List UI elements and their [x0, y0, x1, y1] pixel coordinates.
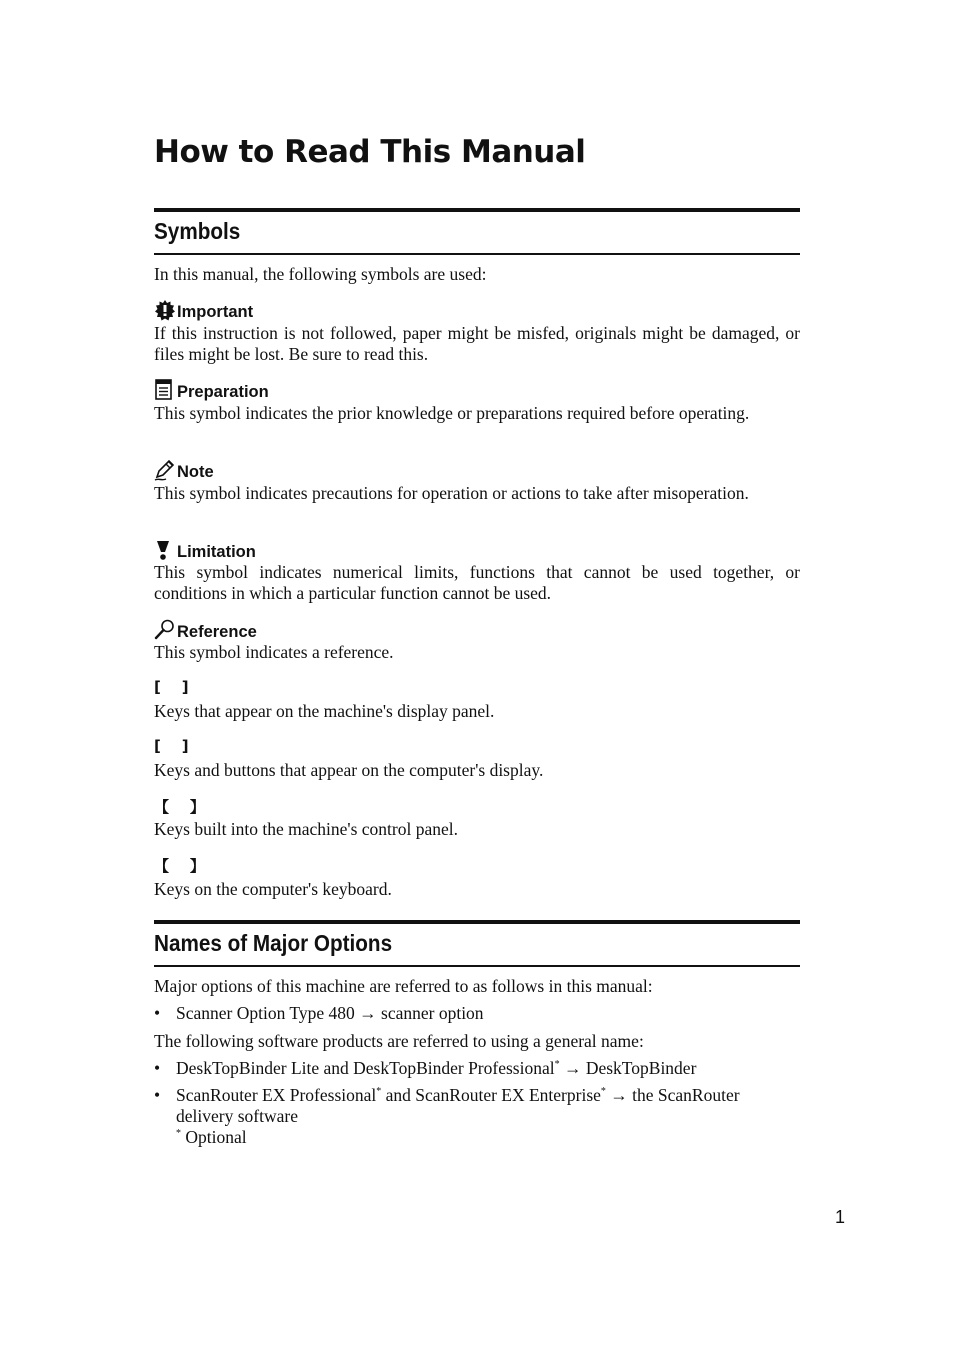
keyboard-key-description: Keys on the computer's keyboard.	[154, 879, 392, 899]
list-item	[154, 1085, 800, 1126]
reference-icon	[154, 618, 176, 642]
note-label-text: Note	[177, 463, 214, 481]
keyboard-key-brackets: 【 】	[154, 857, 205, 875]
software-intro: The following software products are referred to using a general name:	[154, 1031, 644, 1051]
options-heading: Names of Major Options	[154, 930, 393, 956]
scanrouter-item-text-2: and ScanRouter EX Enterprise	[381, 1085, 601, 1105]
symbols-intro: In this manual, the following symbols are used:	[154, 264, 487, 284]
important-label-text: Important	[177, 303, 254, 321]
list-item	[154, 1058, 800, 1079]
list-item	[154, 1003, 800, 1024]
control-panel-key-description: Keys built into the machine's control panel.	[154, 819, 458, 839]
limitation-icon	[154, 538, 176, 562]
bullet-icon: •	[154, 1058, 161, 1078]
reference-label-text: Reference	[177, 623, 257, 641]
footnote-marker: *	[376, 1086, 382, 1097]
computer-display-key-brackets: [ ]	[154, 737, 189, 755]
limitation-description: This symbol indicates numerical limits, functions that cannot be used together, or conditions in which a particular function cannot be used.	[154, 562, 800, 603]
limitation-label	[154, 536, 256, 562]
section-rule-top	[154, 208, 800, 212]
note-description: This symbol indicates precautions for operation or actions to take after misoperation.	[154, 483, 749, 503]
footnote-marker: *	[600, 1086, 606, 1097]
footnote-marker: *	[554, 1059, 560, 1070]
footnote	[154, 1127, 800, 1148]
scanrouter-item-text: ScanRouter EX Professional	[176, 1085, 377, 1105]
desktopbinder-item	[176, 1058, 800, 1079]
scanrouter-item	[176, 1085, 800, 1126]
important-icon	[154, 298, 176, 322]
symbols-heading: Symbols	[154, 218, 241, 244]
display-panel-key-brackets: [ ]	[154, 678, 189, 696]
desktopbinder-item-target: → DeskTopBinder	[559, 1058, 697, 1078]
scanner-option-item: Scanner Option Type 480 → scanner option	[176, 1003, 484, 1023]
options-intro: Major options of this machine are referred to as follows in this manual:	[154, 976, 653, 996]
section-rule-bottom	[154, 253, 800, 255]
computer-display-key-description: Keys and buttons that appear on the computer's display.	[154, 760, 544, 780]
important-description: If this instruction is not followed, paper might be misfed, originals might be damaged, or files might be lost. Be sure to read this.	[154, 323, 800, 364]
bullet-icon: •	[154, 1085, 161, 1105]
section-rule-top	[154, 920, 800, 924]
preparation-label	[154, 376, 269, 402]
limitation-label-text: Limitation	[177, 543, 256, 561]
page-number: 1	[835, 1207, 846, 1227]
footnote-text: Optional	[181, 1127, 247, 1147]
important-label	[154, 296, 253, 322]
preparation-description: This symbol indicates the prior knowledge or preparations required before operating.	[154, 403, 750, 423]
footnote-marker: *	[176, 1128, 181, 1139]
reference-label	[154, 616, 257, 642]
preparation-label-text: Preparation	[177, 383, 269, 401]
note-icon	[154, 458, 176, 482]
bullet-icon: •	[154, 1003, 161, 1023]
scanrouter-item-target: → the ScanRouter delivery software	[176, 1085, 740, 1126]
reference-description: This symbol indicates a reference.	[154, 642, 394, 662]
note-label	[154, 456, 214, 482]
control-panel-key-brackets: 【 】	[154, 798, 205, 816]
page-title: How to Read This Manual	[154, 134, 586, 170]
preparation-icon	[154, 378, 176, 402]
display-panel-key-description: Keys that appear on the machine's display panel.	[154, 701, 495, 721]
desktopbinder-item-text: DeskTopBinder Lite and DeskTopBinder Professional	[176, 1058, 555, 1078]
section-rule-bottom	[154, 965, 800, 967]
